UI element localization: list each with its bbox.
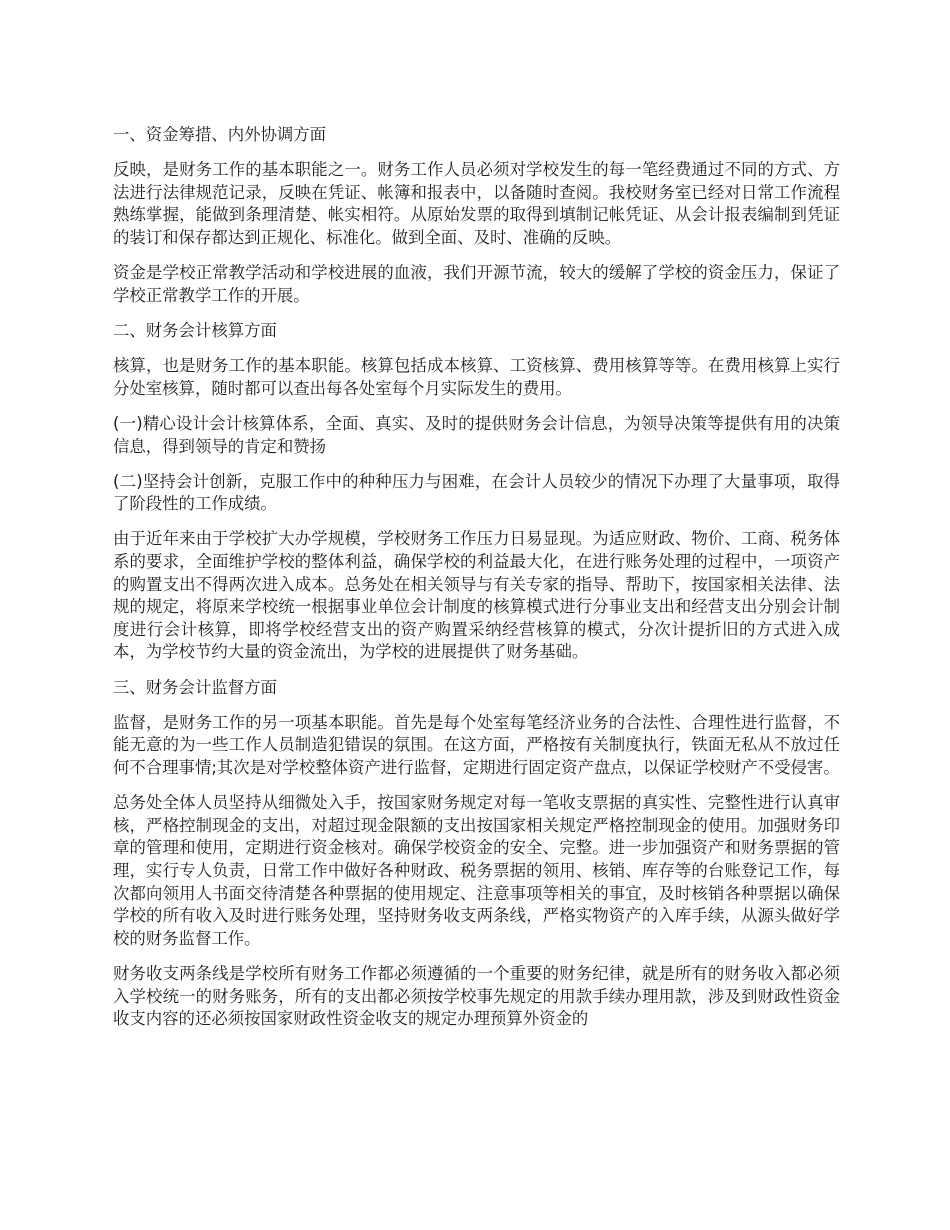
paragraph: 监督，是财务工作的另一项基本职能。首先是每个处室每笔经济业务的合法性、合理性进行监督，不能无意的为一些工作人员制造犯错误的氛围。在这方面，严格按有关制度执行，铁面无私从不放过任何不合理事情;其次是对学校整体资产进行监督，定期进行固定资产盘点，以保证学校财产不受侵害。 — [113, 712, 840, 777]
section-heading-2: 二、财务会计核算方面 — [113, 320, 277, 340]
paragraph: 财务收支两条线是学校所有财务工作都必须遵循的一个重要的财务纪律，就是所有的财务收入都必须入学校统一的财务账务，所有的支出都必须按学校事先规定的用款手续办理用款，涉及到财政性资金收支内容的还必须按国家财政性资金收支的规定办理预算外资金的 — [113, 963, 840, 1029]
paragraph: (二)坚持会计创新，克服工作中的种种压力与困难，在会计人员较少的情况下办理了大量事项，取得了阶段性的工作成绩。 — [113, 471, 840, 514]
paragraph: 核算，也是财务工作的基本职能。核算包括成本核算、工资核算、费用核算等等。在费用核算上实行分处室核算，随时都可以查出每各处室每个月实际发生的费用。 — [113, 356, 840, 398]
paragraph: 资金是学校正常教学活动和学校进展的血液，我们开源节流，较大的缓解了学校的资金压力，保证了学校正常教学工作的开展。 — [113, 263, 840, 305]
paragraph: 由于近年来由于学校扩大办学规模，学校财务工作压力日易显现。为适应财政、物价、工商、税务体系的要求，全面维护学校的整体利益，确保学校的利益最大化，在进行账务处理的过程中，一项资产的购置支出不得两次进入成本。总务处在相关领导与有关专家的指导、帮助下，按国家相关法律、法规的规定，将原来学校统一根据事业单位会计制度的核算模式进行分事业支出和经营支出分别会计制度进行会计核算，即将学校经营支出的资产购置采纳经营核算的模式，分次计提折旧的方式进入成本，为学校节约大量的资金流出，为学校的进展提供了财务基础。 — [113, 529, 840, 662]
section-heading-1: 一、资金筹措、内外协调方面 — [113, 125, 327, 144]
document-body — [113, 124, 840, 1043]
paragraph: (一)精心设计会计核算体系，全面、真实、及时的提供财务会计信息，为领导决策等提供有用的决策信息，得到领导的肯定和赞扬 — [113, 413, 840, 456]
paragraph: 反映，是财务工作的基本职能之一。财务工作人员必须对学校发生的每一笔经费通过不同的方式、方法进行法律规范记录，反映在凭证、帐簿和报表中，以备随时查阅。我校财务室已经对日常工作流程熟练掌握，能做到条理清楚、帐实相符。从原始发票的取得到填制记帐凭证、从会计报表编制到凭证的装订和保存都达到正规化、标准化。做到全面、及时、准确的反映。 — [113, 160, 840, 247]
section-heading-3: 三、财务会计监督方面 — [113, 677, 277, 697]
paragraph: 总务处全体人员坚持从细微处入手，按国家财务规定对每一笔收支票据的真实性、完整性进行认真审核，严格控制现金的支出，对超过现金限额的支出按国家相关规定严格控制现金的使用。加强财务印章的管理和使用，定期进行资金核对。确保学校资金的安全、完整。进一步加强资产和财务票据的管理，实行专人负责，日常工作中做好各种财政、税务票据的领用、核销、库存等的台账登记工作，每次都向领用人书面交待清楚各种票据的使用规定、注意事项等相关的事宜，及时核销各种票据以确保学校的所有收入及时进行账务处理，坚持财务收支两条线，严格实物资产的入库手续，从源头做好学校的财务监督工作。 — [113, 793, 840, 948]
